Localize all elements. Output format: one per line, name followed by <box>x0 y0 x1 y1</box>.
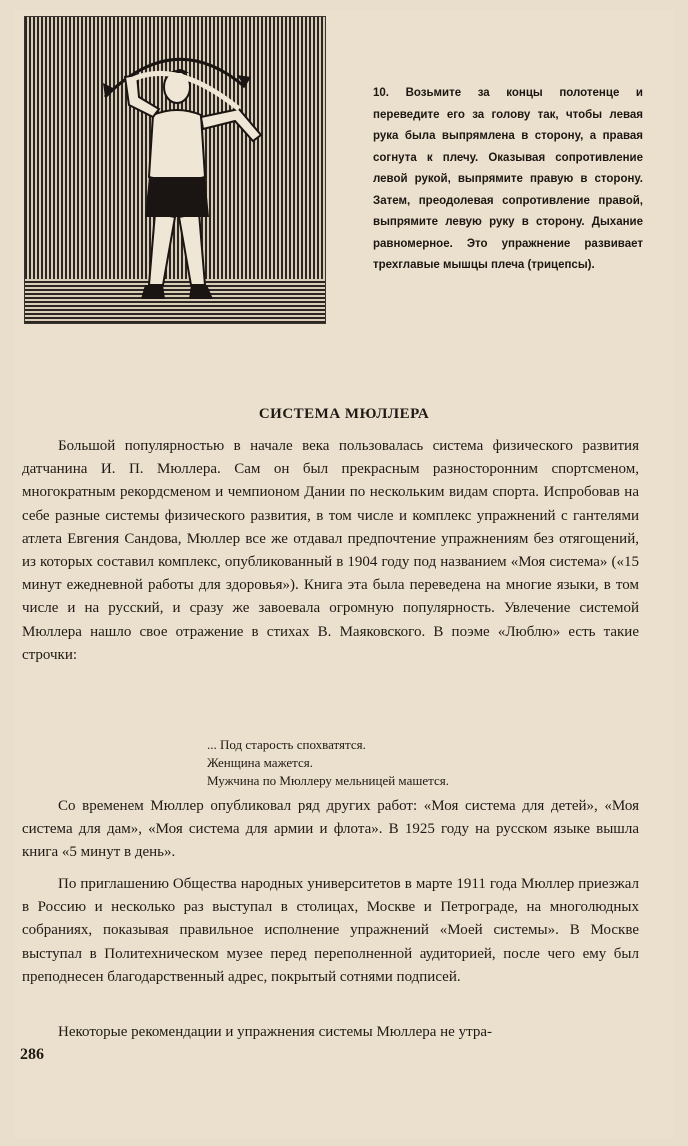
poem-line: Женщина мажется. <box>207 755 313 770</box>
paragraph-3: По приглашению Общества народных университетов в марте 1911 года Мюллер приезжал в Россию и несколько раз выступал в столицах, Москве и Петрограде, на многолюдных собраниях, показывая правильное исполнение упражнений «Моей системы». В Москве выступал в Политехническом музее перед переполненной аудиторией, после чего ему был преподнесен благодарственный адрес, покрытый сотнями подписей. <box>22 876 639 985</box>
athlete-figure <box>25 17 325 323</box>
paragraph-1: Большой популярностью в начале века пользовалась система физического развития датчанина И. П. Мюллера. Сам он был прекрасным разносторонним спортсменом, многократным рекордсменом и чемпионом Дании по нескольким видам спорта. Испробовав на себе разные системы физического развития, в том числе и комплекс упражнений с гантелями атлета Евгения Сандова, Мюллер все же отдавал предпочтение упражнениям без отягощений, из которых составил комплекс, опубликованный в 1904 году под названием «Моя система» («15 минут ежедневной работы для здоровья»). Книга эта была переведена на многие языки, в том числе и на русский, и сразу же завоевала огромную популярность. Увлечение системой Мюллера нашло свое отражение в стихах В. Маяковского. В поэме «Люблю» есть такие строчки: <box>22 438 639 663</box>
paragraph-2: Со временем Мюллер опубликовал ряд других работ: «Моя система для детей», «Моя система для дам», «Моя система для армии и флота». В 1925 году на русском языке вышла книга «5 минут в день». <box>22 798 639 861</box>
poem-quote <box>207 736 449 790</box>
poem-line: Мужчина по Мюллеру мельницей машется. <box>207 773 449 788</box>
exercise-illustration <box>24 16 326 324</box>
illustration-caption: 10. Возьмите за концы полотенце и переведите его за голову так, чтобы левая рука была выпрямлена в сторону, а правая согнута к плечу. Оказывая сопротивление левой рукой, выпрямите правую в сторону. Затем, преодолевая сопротивление правой, выпрямите левую руку в сторону. Дыхание равномерное. Это упражнение развивает трехглавые мышцы плеча (трицепсы). <box>373 87 643 271</box>
poem-line: ... Под старость спохватятся. <box>207 737 366 752</box>
page-number: 286 <box>20 1046 44 1063</box>
paragraph-4: Некоторые рекомендации и упражнения системы Мюллера не утра- <box>58 1024 492 1040</box>
section-heading: СИСТЕМА МЮЛЛЕРА <box>258 406 430 422</box>
